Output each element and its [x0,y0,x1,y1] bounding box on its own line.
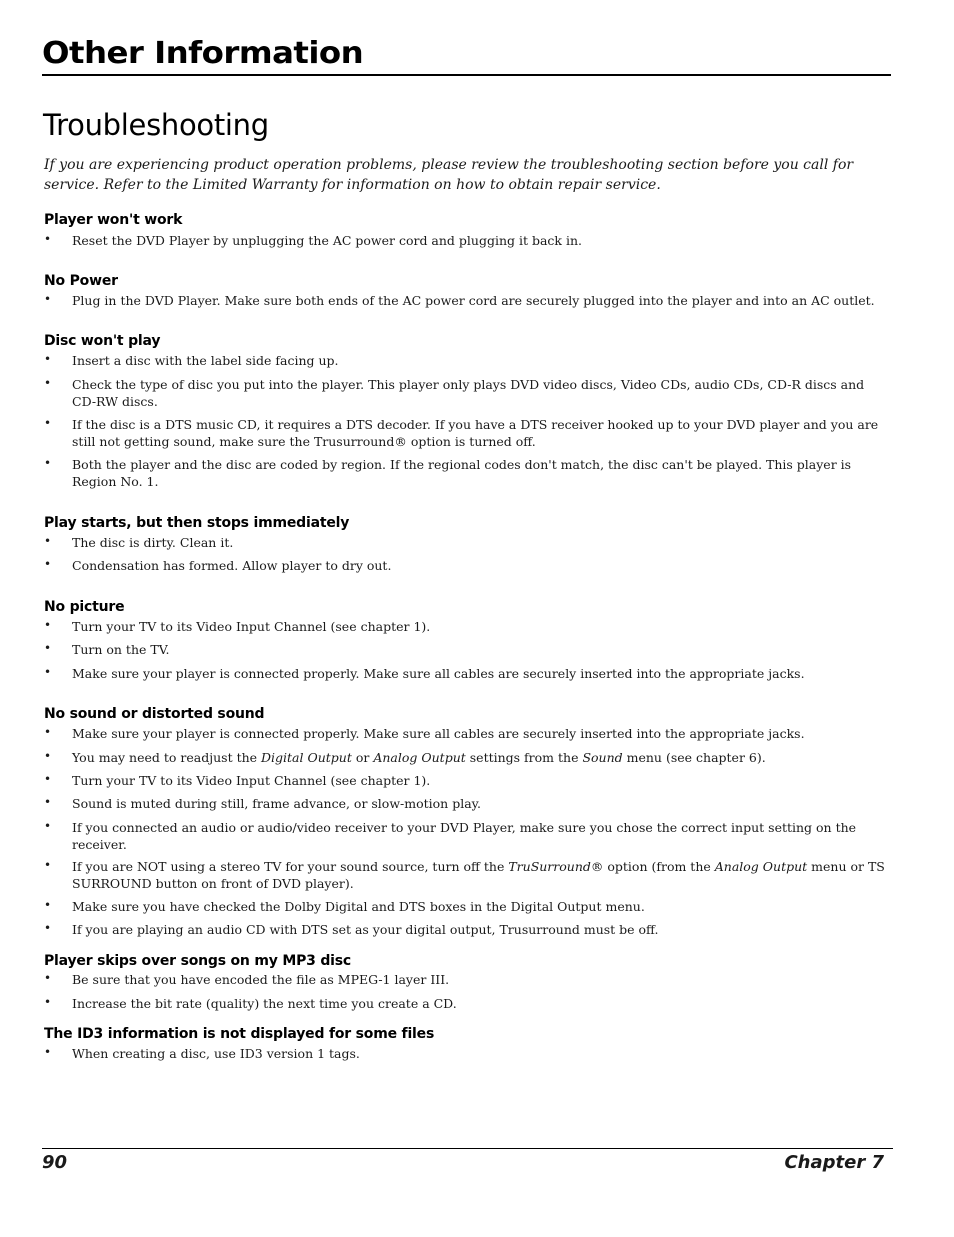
section-heading-no-picture: No picture [44,599,125,615]
section-header-title: Other Information [42,36,364,71]
list-item: • You may need to readjust the Digital Output or Analog Output settings from the Sound menu (see chapter 6). [44,749,766,765]
intro-paragraph: If you are experiencing product operation problems, please review the troubleshooting section before you call for service. Refer to the Limited Warranty for information on how to obtain repair service. [44,157,854,193]
header-divider [42,74,891,76]
page-title: Troubleshooting [43,108,269,142]
page-number: 90 [42,1152,68,1173]
list-item: • Make sure your player is connected properly. Make sure all cables are securely inserted into the appropriate jacks. [44,665,805,681]
list-item: • Condensation has formed. Allow player to dry out. [44,557,392,573]
section-heading-id3-info: The ID3 information is not displayed for some files [44,1026,435,1042]
list-item: • Be sure that you have encoded the file as MPEG-1 layer III. [44,971,450,987]
footer-divider [42,1148,893,1149]
list-item: • Turn your TV to its Video Input Channel (see chapter 1). [44,772,431,788]
section-heading-player-wont-work: Player won't work [44,212,183,228]
list-item: • Turn your TV to its Video Input Channel (see chapter 1). [44,618,431,634]
list-item: • Reset the DVD Player by unplugging the AC power cord and plugging it back in. [44,232,583,248]
section-heading-disc-wont-play: Disc won't play [44,333,161,349]
list-item: • Make sure you have checked the Dolby Digital and DTS boxes in the Digital Output menu. [44,898,645,914]
list-item: • Turn on the TV. [44,641,170,657]
list-item: • Make sure your player is connected properly. Make sure all cables are securely inserted into the appropriate jacks. [44,725,805,741]
list-item: • Plug in the DVD Player. Make sure both ends of the AC power cord are securely plugged into the player and into an AC outlet. [44,292,875,308]
section-heading-play-stops: Play starts, but then stops immediately [44,515,350,531]
list-item: • If the disc is a DTS music CD, it requires a DTS decoder. If you have a DTS receiver hooked up to your DVD player and you are still not getting sound, make sure the Trusurround® option is turned off. [44,416,879,449]
section-heading-mp3-skips: Player skips over songs on my MP3 disc [44,953,352,969]
list-item: • Check the type of disc you put into the player. This player only plays DVD video discs, Video CDs, audio CDs, CD-R discs and CD-RW discs. [44,376,865,409]
chapter-label: Chapter 7 [784,1152,884,1173]
list-item: • The disc is dirty. Clean it. [44,534,234,550]
list-item: • When creating a disc, use ID3 version 1 tags. [44,1045,360,1061]
list-item: • Increase the bit rate (quality) the next time you create a CD. [44,995,457,1011]
list-item: • If you are NOT using a stereo TV for your sound source, turn off the TruSurround® option (from the Analog Output menu or TS SURROUND button on front of DVD player). [44,858,885,891]
list-item: • If you connected an audio or audio/video receiver to your DVD Player, make sure you chose the correct input setting on the receiver. [44,819,857,852]
list-item: • If you are playing an audio CD with DTS set as your digital output, Trusurround must be off. [44,921,659,937]
list-item: • Insert a disc with the label side facing up. [44,352,339,368]
list-item: • Sound is muted during still, frame advance, or slow-motion play. [44,795,482,811]
section-heading-no-sound: No sound or distorted sound [44,706,265,722]
section-heading-no-power: No Power [44,273,118,289]
list-item: • Both the player and the disc are coded by region. If the regional codes don't match, the disc can't be played. This player is Region No. 1. [44,456,852,489]
